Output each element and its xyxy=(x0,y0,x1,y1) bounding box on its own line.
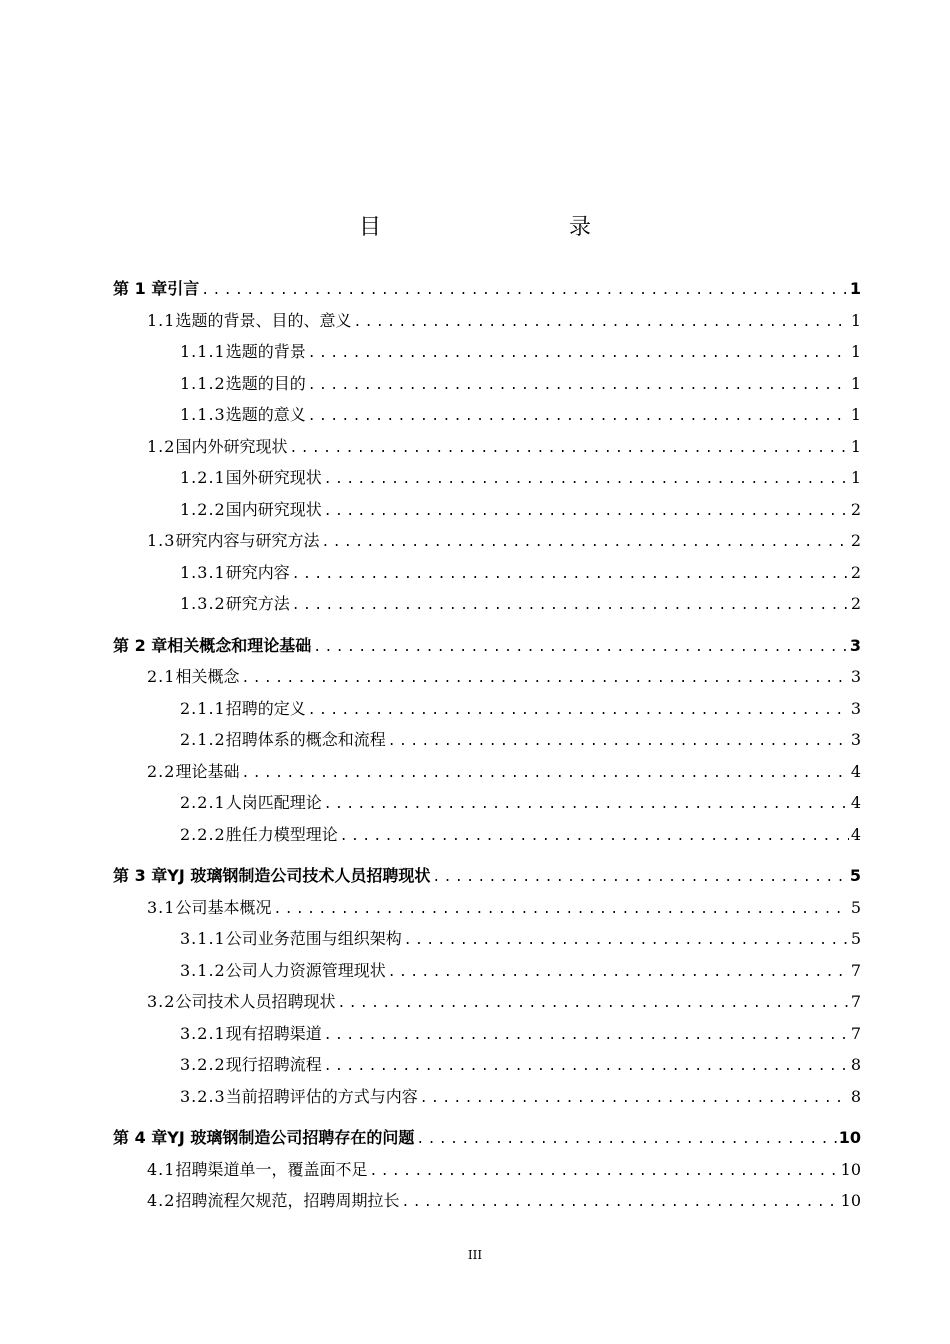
toc-entry-page: 2 xyxy=(850,562,861,582)
toc-entry-number: 第 4 章 xyxy=(113,1128,168,1147)
toc-entry-number: 2.1.1 xyxy=(180,698,226,718)
toc-entry-page: 7 xyxy=(850,992,861,1011)
toc-entry-page: 2 xyxy=(850,499,861,519)
toc-entry-number: 2.2.2 xyxy=(180,824,226,844)
toc-entry-title: 招聘的定义 xyxy=(225,698,306,718)
toc-entry[interactable] xyxy=(113,339,861,371)
toc-entry-page: 1 xyxy=(850,373,861,393)
dot-leader xyxy=(401,1195,838,1210)
toc-entry[interactable] xyxy=(113,402,861,434)
toc-entry-title: YJ 玻璃钢制造公司技术人员招聘现状 xyxy=(167,866,431,885)
toc-entry-title: 研究方法 xyxy=(225,594,290,613)
toc-entry-title: 招聘体系的概念和流程 xyxy=(225,730,386,749)
toc-title: 目 录 xyxy=(358,215,639,240)
dot-leader xyxy=(432,870,847,885)
toc-entry[interactable] xyxy=(113,591,861,623)
toc-entry-page: 2 xyxy=(850,531,861,550)
toc-entry-number: 1.3.2 xyxy=(180,594,226,613)
toc-entry-number: 3.2.2 xyxy=(180,1055,226,1074)
toc-entry-page: 1 xyxy=(850,468,861,487)
toc-entry-page: 4 xyxy=(850,824,861,844)
toc-entry-title: 相关概念和理论基础 xyxy=(167,635,312,655)
toc-entry[interactable] xyxy=(113,989,861,1021)
dot-leader xyxy=(324,472,849,487)
toc-entry-number: 1.1.1 xyxy=(180,342,226,361)
toc-entry-number: 1.1.3 xyxy=(180,405,226,424)
dot-leader xyxy=(292,598,849,613)
dot-leader xyxy=(292,567,849,582)
dot-leader xyxy=(313,640,848,655)
toc-entry-page: 10 xyxy=(840,1191,861,1210)
toc-entry-number: 1.1 xyxy=(147,310,176,330)
toc-entry-title: 招聘流程欠规范，招聘周期拉长 xyxy=(175,1191,400,1210)
toc-entry-title: 国内研究现状 xyxy=(225,499,322,519)
toc-entry-page: 3 xyxy=(850,698,861,718)
toc-entry-page: 1 xyxy=(850,342,861,361)
table-of-contents xyxy=(113,276,861,1220)
toc-entry-page: 1 xyxy=(850,436,861,456)
toc-entry-page: 5 xyxy=(850,929,861,948)
toc-entry-page: 3 xyxy=(850,730,861,749)
toc-chapter-entry[interactable] xyxy=(113,276,861,308)
toc-entry-number: 3.2.1 xyxy=(180,1023,226,1043)
toc-entry[interactable] xyxy=(113,1052,861,1084)
toc-entry-number: 第 2 章 xyxy=(113,635,168,655)
toc-entry[interactable] xyxy=(113,465,861,497)
toc-entry-page: 8 xyxy=(850,1086,861,1106)
toc-entry[interactable] xyxy=(113,1157,861,1189)
toc-entry-page: 3 xyxy=(849,635,861,655)
toc-entry[interactable] xyxy=(113,696,861,728)
toc-entry[interactable] xyxy=(113,1084,861,1116)
toc-entry-title: 公司基本概况 xyxy=(175,897,272,917)
toc-entry-number: 第 3 章 xyxy=(113,866,168,885)
dot-leader xyxy=(289,441,848,456)
dot-leader xyxy=(340,829,849,844)
toc-entry[interactable] xyxy=(113,759,861,791)
dot-leader xyxy=(369,1164,838,1179)
dot-leader xyxy=(404,933,849,948)
toc-entry[interactable] xyxy=(113,308,861,340)
toc-entry-number: 2.1.2 xyxy=(180,730,226,749)
toc-entry-page: 5 xyxy=(849,866,861,885)
toc-entry-number: 1.3.1 xyxy=(180,562,226,582)
toc-entry[interactable] xyxy=(113,926,861,958)
toc-entry[interactable] xyxy=(113,560,861,592)
toc-entry-page: 5 xyxy=(850,897,861,917)
toc-entry[interactable] xyxy=(113,822,861,854)
toc-entry-title: 研究内容 xyxy=(225,562,290,582)
toc-chapter-entry[interactable] xyxy=(113,633,861,665)
toc-entry-title: 理论基础 xyxy=(175,761,240,781)
dot-leader xyxy=(324,1059,849,1074)
toc-entry[interactable] xyxy=(113,434,861,466)
toc-entry-title: 研究内容与研究方法 xyxy=(175,531,320,550)
toc-entry[interactable] xyxy=(113,727,861,759)
toc-entry-title: 招聘渠道单一，覆盖面不足 xyxy=(175,1159,368,1179)
toc-entry-title: 胜任力模型理论 xyxy=(225,824,338,844)
toc-entry-number: 1.2 xyxy=(147,436,176,456)
toc-entry[interactable] xyxy=(113,664,861,696)
dot-leader xyxy=(353,315,848,330)
toc-entry[interactable] xyxy=(113,895,861,927)
toc-entry[interactable] xyxy=(113,371,861,403)
toc-entry-number: 第 1 章 xyxy=(113,279,168,298)
toc-entry-title: 现行招聘流程 xyxy=(225,1055,322,1074)
toc-entry-number: 2.1 xyxy=(147,667,176,686)
toc-entry-number: 1.3 xyxy=(147,531,176,550)
toc-entry-page: 4 xyxy=(850,761,861,781)
toc-entry[interactable] xyxy=(113,1021,861,1053)
toc-entry-number: 3.1.1 xyxy=(180,929,226,948)
toc-entry-page: 1 xyxy=(850,310,861,330)
dot-leader xyxy=(241,766,848,781)
toc-entry-title: 选题的目的 xyxy=(225,373,306,393)
toc-entry-title: 选题的意义 xyxy=(225,405,306,424)
toc-entry-title: 选题的背景 xyxy=(225,342,306,361)
toc-entry-page: 8 xyxy=(850,1055,861,1074)
toc-entry-page: 7 xyxy=(850,1023,861,1043)
toc-entry-number: 1.2.2 xyxy=(180,499,226,519)
toc-entry-number: 1.1.2 xyxy=(180,373,226,393)
toc-entry-number: 4.1 xyxy=(147,1159,176,1179)
toc-entry-number: 3.1.2 xyxy=(180,960,226,980)
dot-leader xyxy=(388,734,849,749)
toc-entry[interactable] xyxy=(113,790,861,822)
toc-entry-title: 引言 xyxy=(167,279,200,298)
toc-entry-title: 人岗匹配理论 xyxy=(225,793,322,812)
toc-entry-page: 2 xyxy=(850,594,861,613)
toc-entry-title: 现有招聘渠道 xyxy=(225,1023,322,1043)
toc-entry-title: 公司技术人员招聘现状 xyxy=(175,992,336,1011)
dot-leader xyxy=(241,671,848,686)
dot-leader xyxy=(308,346,849,361)
dot-leader xyxy=(388,965,849,980)
dot-leader xyxy=(324,1028,849,1043)
toc-entry-title: 国外研究现状 xyxy=(225,468,322,487)
toc-entry-page: 10 xyxy=(840,1159,861,1179)
toc-entry[interactable] xyxy=(113,497,861,529)
toc-entry-page: 1 xyxy=(850,405,861,424)
toc-entry-page: 1 xyxy=(849,279,861,298)
toc-entry-number: 3.2 xyxy=(147,992,176,1011)
dot-leader xyxy=(308,378,849,393)
toc-entry[interactable] xyxy=(113,528,861,560)
page-number: III xyxy=(467,1248,483,1262)
toc-entry-title: 当前招聘评估的方式与内容 xyxy=(225,1086,418,1106)
dot-leader xyxy=(324,504,849,519)
toc-chapter-entry[interactable] xyxy=(113,1125,861,1157)
toc-entry-page: 7 xyxy=(850,960,861,980)
dot-leader xyxy=(420,1091,849,1106)
toc-entry-page: 10 xyxy=(838,1128,861,1147)
toc-entry-number: 2.2 xyxy=(147,761,176,781)
dot-leader xyxy=(201,283,848,298)
toc-entry-title: 国内外研究现状 xyxy=(175,436,288,456)
toc-entry[interactable] xyxy=(113,1188,861,1220)
toc-entry-number: 3.1 xyxy=(147,897,176,917)
toc-entry-title: 选题的背景、目的、意义 xyxy=(175,310,352,330)
dot-leader xyxy=(337,996,848,1011)
dot-leader xyxy=(324,797,849,812)
dot-leader xyxy=(321,535,848,550)
toc-entry-number: 4.2 xyxy=(147,1191,176,1210)
toc-entry-page: 3 xyxy=(850,667,861,686)
toc-entry-number: 2.2.1 xyxy=(180,793,226,812)
dot-leader xyxy=(308,409,849,424)
toc-chapter-entry[interactable] xyxy=(113,863,861,895)
toc-entry-title: 相关概念 xyxy=(175,667,240,686)
toc-entry[interactable] xyxy=(113,958,861,990)
dot-leader xyxy=(273,902,848,917)
toc-entry-number: 3.2.3 xyxy=(180,1086,226,1106)
dot-leader xyxy=(308,703,849,718)
toc-entry-title: 公司人力资源管理现状 xyxy=(225,960,386,980)
dot-leader xyxy=(416,1132,836,1147)
toc-entry-title: 公司业务范围与组织架构 xyxy=(225,929,402,948)
toc-entry-title: YJ 玻璃钢制造公司招聘存在的问题 xyxy=(167,1128,415,1147)
toc-entry-number: 1.2.1 xyxy=(180,468,226,487)
toc-entry-page: 4 xyxy=(850,793,861,812)
